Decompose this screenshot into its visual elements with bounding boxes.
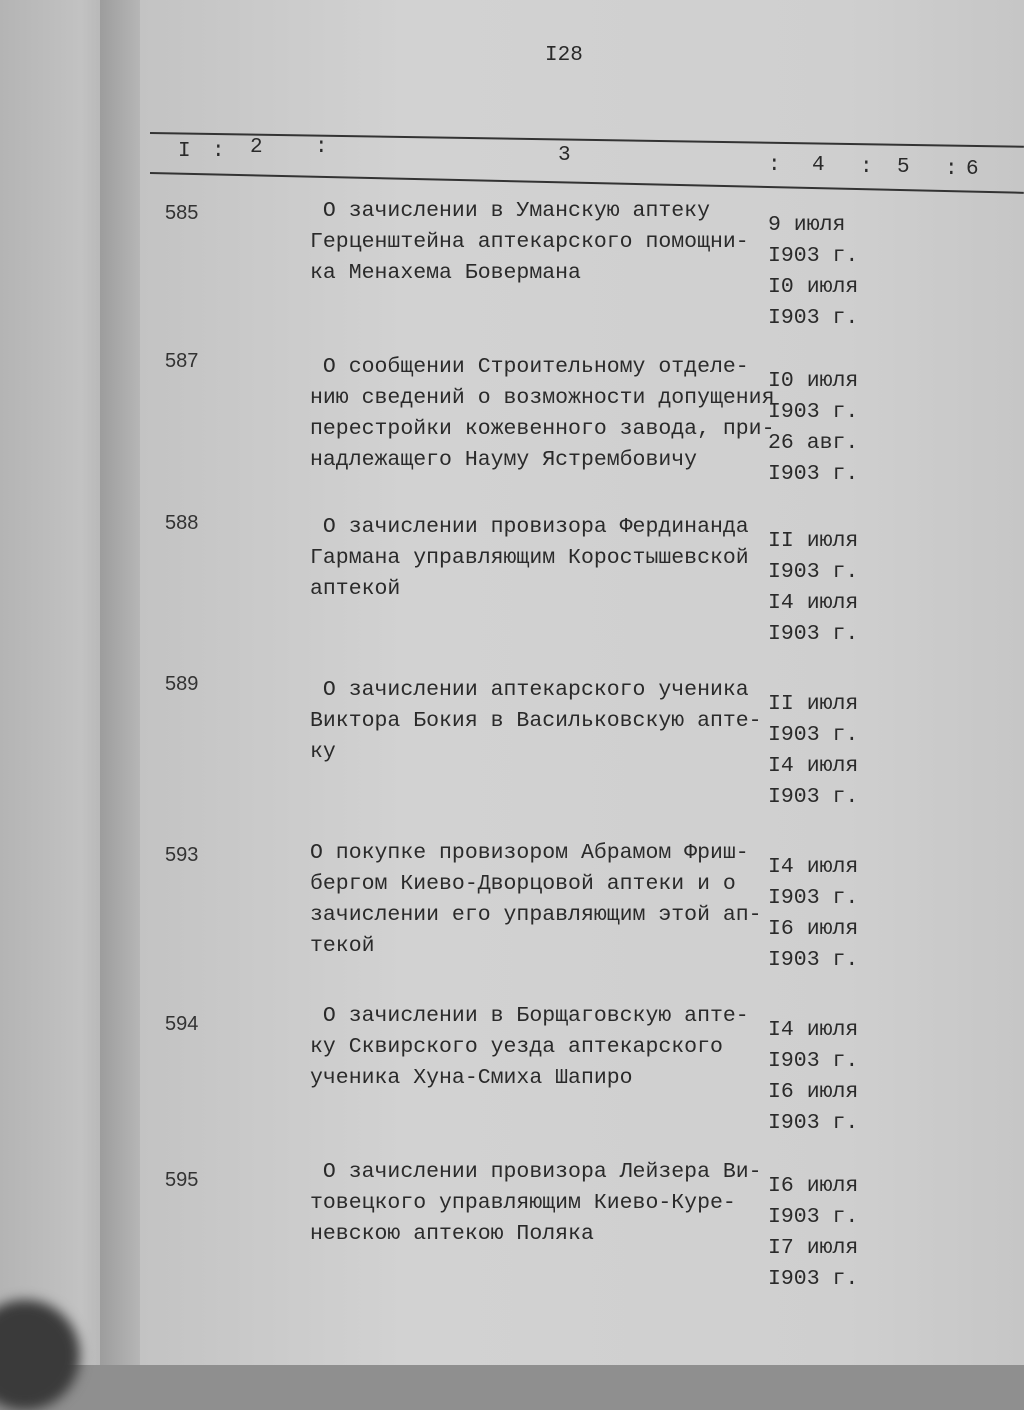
date-line: I903 г. [768, 462, 859, 486]
column-header-6: 6 [966, 158, 979, 181]
entry-number: 594 [165, 1013, 199, 1035]
description-line: нию сведений о возможности допущения [310, 386, 775, 410]
entry-description [310, 675, 762, 768]
column-header-3: 3 [558, 144, 571, 167]
date-line: I903 г. [768, 948, 859, 972]
description-line: бергом Киево-Дворцовой аптеки и о [310, 872, 736, 896]
description-line: текой [310, 934, 375, 958]
date-line: I903 г. [768, 886, 859, 910]
description-line: ка Менахема Бовермана [310, 261, 581, 285]
description-line: ученика Хуна-Смиха Шапиро [310, 1066, 633, 1090]
entry-description [310, 352, 774, 476]
description-line: Гармана управляющим Коростышевской [310, 546, 749, 570]
date-line: I4 июля [768, 855, 859, 879]
date-line: I4 июля [768, 754, 859, 778]
date-line: I903 г. [768, 244, 859, 268]
description-line: О сообщении Строительному отделе- [310, 355, 749, 379]
date-line: II июля [768, 529, 859, 553]
description-line: аптекой [310, 577, 401, 601]
description-line: Герценштейна аптекарского помощни- [310, 230, 749, 254]
column-header-5: 5 [897, 156, 910, 179]
entry-description [310, 196, 749, 289]
description-line: О зачислении провизора Фердинанда [310, 515, 749, 539]
entry-dates [768, 1015, 858, 1139]
column-separator: : [315, 136, 328, 159]
description-line: зачислении его управляющим этой ап- [310, 903, 762, 927]
entry-number: 588 [165, 512, 199, 534]
date-line: I4 июля [768, 591, 859, 615]
date-line: I7 июля [768, 1236, 859, 1260]
description-line: ку Сквирского уезда аптекарского [310, 1035, 723, 1059]
date-line: I6 июля [768, 917, 859, 941]
column-header-4: 4 [812, 154, 825, 177]
entry-description [310, 1001, 749, 1094]
description-line: товецкого управляющим Киево-Куре- [310, 1191, 736, 1215]
entry-dates [768, 689, 858, 813]
entry-number: 589 [165, 673, 199, 695]
description-line: невскою аптекою Поляка [310, 1222, 594, 1246]
entry-description [310, 1157, 762, 1250]
date-line: I6 июля [768, 1080, 859, 1104]
entry-dates [768, 1171, 858, 1295]
date-line: I903 г. [768, 1049, 859, 1073]
entry-dates [768, 526, 858, 650]
description-line: О зачислении в Уманскую аптеку [310, 199, 710, 223]
entry-number: 593 [165, 844, 199, 866]
date-line: I4 июля [768, 1018, 859, 1042]
page-gutter [100, 0, 145, 1365]
date-line: 26 авг. [768, 431, 859, 455]
description-line: О покупке провизором Абрамом Фриш- [310, 841, 749, 865]
date-line: 9 июля [768, 213, 846, 237]
description-line: О зачислении аптекарского ученика [310, 678, 749, 702]
date-line: I903 г. [768, 1267, 859, 1291]
column-separator: : [945, 158, 958, 181]
entry-description [310, 838, 762, 962]
column-header-2: 2 [250, 136, 263, 159]
entry-number: 585 [165, 202, 199, 224]
entry-dates [768, 366, 858, 490]
date-line: I903 г. [768, 1111, 859, 1135]
date-line: I903 г. [768, 306, 859, 330]
date-line: I0 июля [768, 275, 859, 299]
date-line: I903 г. [768, 400, 859, 424]
description-line: ку [310, 740, 336, 764]
entry-number: 595 [165, 1169, 199, 1191]
date-line: I903 г. [768, 723, 859, 747]
date-line: I903 г. [768, 622, 859, 646]
column-separator: : [768, 154, 781, 177]
description-line: надлежащего Науму Ястрембовичу [310, 448, 698, 472]
column-separator: : [860, 156, 873, 179]
entry-number: 587 [165, 350, 199, 372]
date-line: I0 июля [768, 369, 859, 393]
date-line: I903 г. [768, 560, 859, 584]
date-line: II июля [768, 692, 859, 716]
description-line: О зачислении в Борщаговскую апте- [310, 1004, 749, 1028]
date-line: I6 июля [768, 1174, 859, 1198]
entry-dates [768, 852, 858, 976]
description-line: Виктора Бокия в Васильковскую апте- [310, 709, 762, 733]
entry-dates [768, 210, 858, 334]
description-line: перестройки кожевенного завода, при- [310, 417, 775, 441]
date-line: I903 г. [768, 785, 859, 809]
date-line: I903 г. [768, 1205, 859, 1229]
entry-description [310, 512, 749, 605]
page-number: I28 [545, 44, 583, 67]
column-header-1: I [178, 140, 191, 163]
column-separator: : [212, 140, 225, 163]
description-line: О зачислении провизора Лейзера Ви- [310, 1160, 762, 1184]
